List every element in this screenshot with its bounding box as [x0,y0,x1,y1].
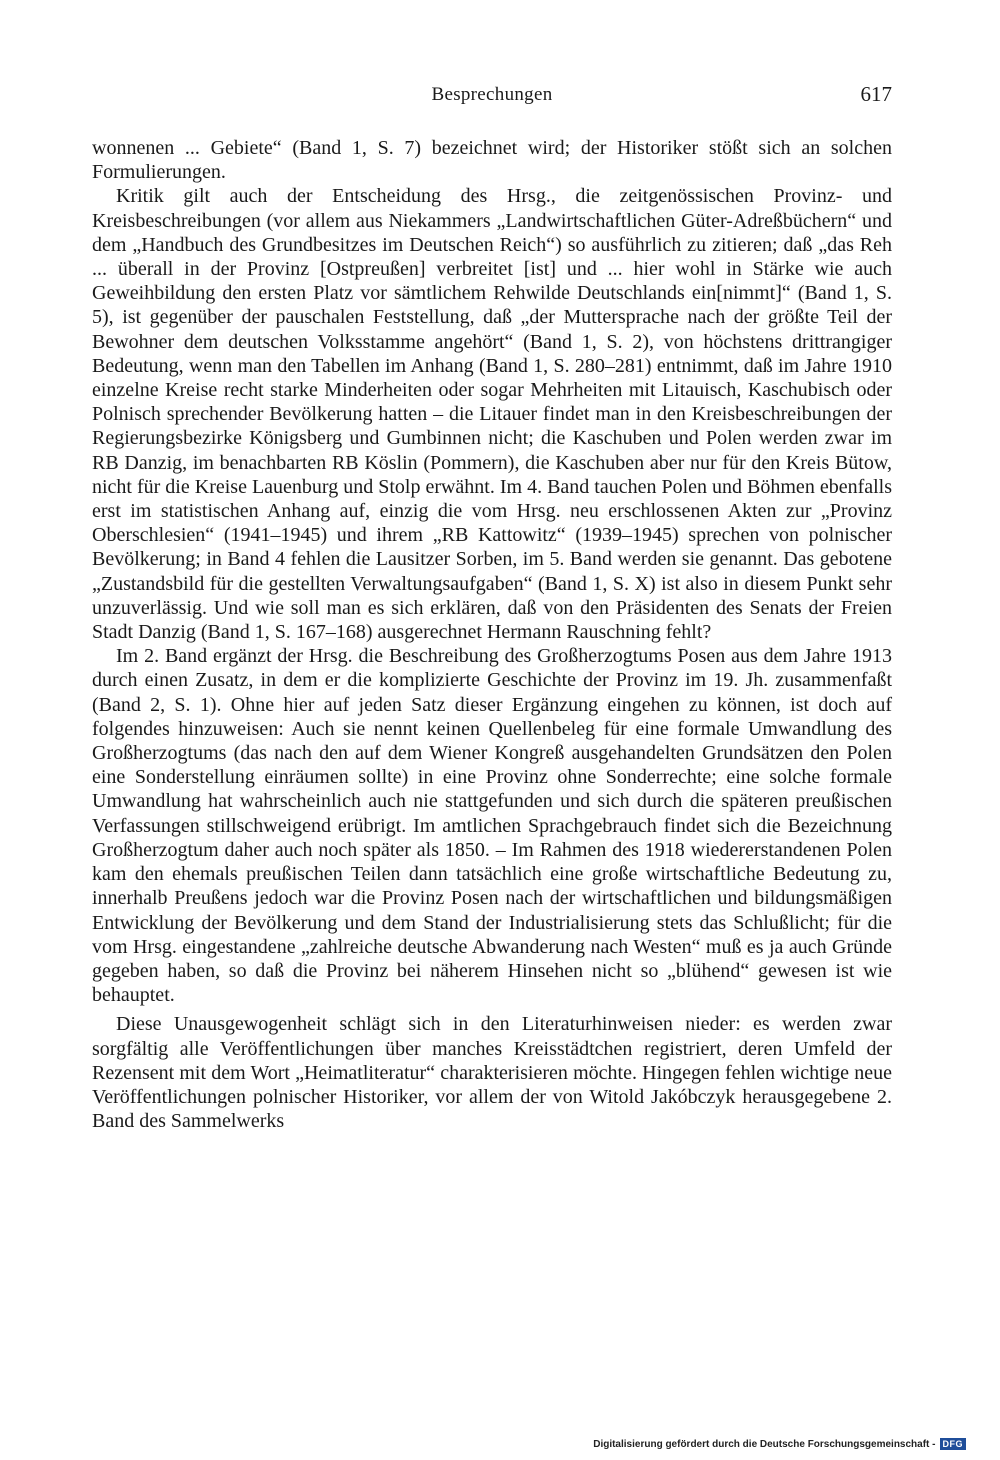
credit-text: Digitalisierung gefördert durch die Deutsche Forschungsgemeinschaft - [593,1438,936,1450]
dfg-logo: DFG [940,1438,967,1450]
paragraph-kritik: Kritik gilt auch der Entscheidung des Hrsg., die zeitgenössischen Provinz- und Kreisbeschreibungen (vor allem aus Niekammers „Landwirtschaftlichen Güter-Adreßbüchern“ und dem „Handbuch des Grundbesitzes im Deutschen Reich“) so ausführlich zu zitieren; daß „das Reh ... überall in der Provinz [Ostpreußen] verbreitet [ist] und ... hier wohl in Stärke wie auch Geweihbildung den ersten Platz vor sämtlichem Rehwilde Deutschlands ein[nimmt]“ (Band 1, S. 5), ist gegenüber der pauschalen Feststellung, daß „der Muttersprache nach der größte Teil der Bewohner dem deutschen Volksstamme angehört“ (Band 1, S. 2), von höchstens drittrangiger Bedeutung, wenn man den Tabellen im Anhang (Band 1, S. 280–281) entnimmt, daß im Jahre 1910 einzelne Kreise recht starke Minderheiten oder sogar Mehrheiten mit Litauisch, Kaschubisch oder Polnisch sprechender Bevölkerung hatten – die Litauer findet man in den Kreisbeschreibungen der Regierungsbezirke Königsberg und Gumbinnen nicht; die Kaschuben und Polen werden zwar im RB Danzig, im benachbarten RB Köslin (Pommern), die Kaschuben aber nur für den Kreis Bütow, nicht für die Kreise Lauenburg und Stolp erwähnt. Im 4. Band tauchen Polen und Böhmen ebenfalls erst im statistischen Anhang auf, einzig die vom Hrsg. neu erschlossenen Akten zur „Provinz Oberschlesien“ (1941–1945) und ihrem „RB Kattowitz“ (1939–1945) sprechen von polnischer Bevölkerung; in Band 4 fehlen die Lausitzer Sorben, im 5. Band werden sie genannt. Das gebotene „Zustandsbild für die gestellten Verwaltungsaufgaben“ (Band 1, S. X) ist also in diesem Punkt sehr unzuverlässig. Und wie soll man es sich erklären, daß von den Präsidenten des Senats der Freien Stadt Danzig (Band 1, S. 167–168) ausgerechnet Hermann Rauschning fehlt? [92,185,892,644]
body-text [92,136,892,1133]
running-title: Besprechungen [431,84,553,105]
running-head [92,84,892,124]
page-number: 617 [860,82,892,106]
paragraph-band-2: Im 2. Band ergänzt der Hrsg. die Beschreibung des Großherzogtums Posen aus dem Jahre 1913 durch einen Zusatz, in dem er die komplizierte Geschichte der Provinz im 19. Jh. zusammenfaßt (Band 2, S. 1). Ohne hier auf jeden Satz dieser Ergänzung eingehen zu können, ist doch auf folgendes hinzuweisen: Auch sie nennt keinen Quellenbeleg für eine formale Umwandlung des Großherzogtums (das nach den auf dem Wiener Kongreß ausgehandelten Grundsätzen den Polen eine Sonderstellung einräumen sollte) in eine Provinz ohne Sonderrechte; eine solche formale Umwandlung hat wahrscheinlich auch nie stattgefunden und sich durch die späteren preußischen Verfassungen stillschweigend erübrigt. Im amtlichen Sprachgebrauch findet sich die Bezeichnung Großherzogtum daher auch noch später als 1850. – Im Rahmen des 1918 wiedererstandenen Polen kam den ehemals preußischen Teilen dann tatsächlich eine große wirtschaftliche Bedeutung zu, innerhalb Preußens jedoch war die Provinz Posen nach der wirtschaftlichen und bildungsmäßigen Entwicklung der Bevölkerung und dem Stand der Industrialisierung stets das Schlußlicht; für die vom Hrsg. eingestandene „zahlreiche deutsche Abwanderung nach Westen“ muß es ja auch Gründe gegeben haben, so daß die Provinz bei näherem Hinsehen nicht so „blühend“ gewesen ist wie behauptet. [92,645,892,1007]
paragraph-literatur: Diese Unausgewogenheit schlägt sich in den Literaturhinweisen nieder: es werden zwar sorgfältig alle Veröffentlichungen über manches Kreisstädtchen registriert, deren Umfeld der Rezensent mit dem Wort „Heimatliteratur“ charakterisieren möchte. Hingegen fehlen wichtige neue Veröffentlichungen polnischer Historiker, vor allem der von Witold Jakóbczyk herausgegebene 2. Band des Sammelwerks [92,1013,892,1133]
digitization-credit [593,1438,966,1450]
paragraph-continuation: wonnenen ... Gebiete“ (Band 1, S. 7) bezeichnet wird; der Historiker stößt sich an solchen Formulierungen. [92,137,892,184]
